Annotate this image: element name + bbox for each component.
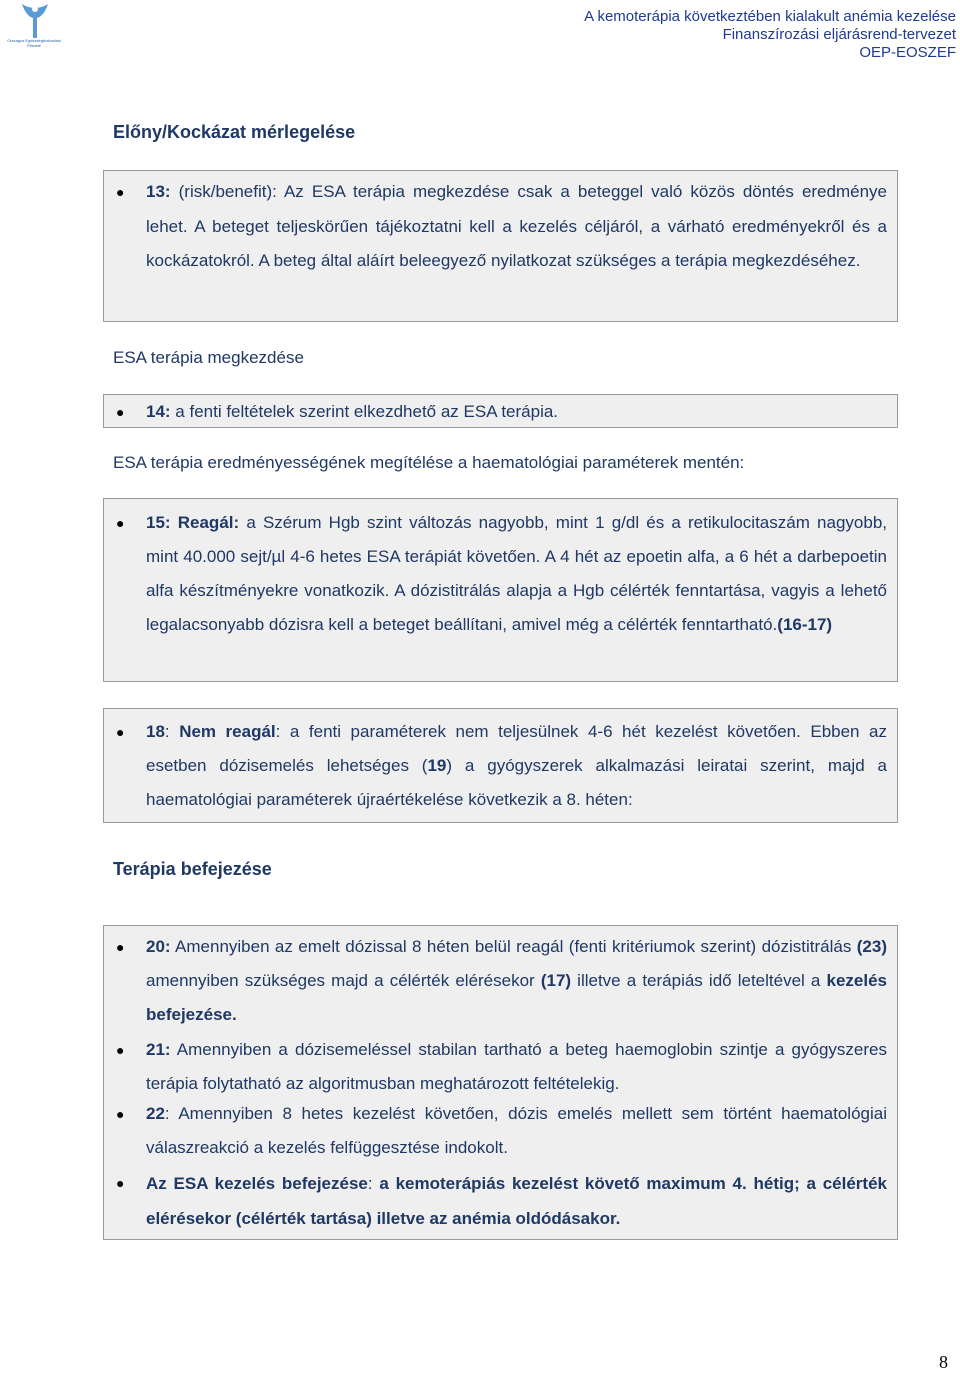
item-number: 22: [146, 1104, 165, 1123]
page-number: 8: [939, 1352, 948, 1372]
bullet-icon: ●: [116, 1175, 125, 1191]
header-line-subtitle: Finanszírozási eljárásrend-tervezet: [722, 26, 956, 43]
box-item-15: [103, 498, 898, 682]
item-text: ) a gyógyszerek alkalmazási leiratai szerint, majd a haematológiai paraméterek újraértékelése következik a 8. héten:: [146, 756, 887, 809]
item-reference: (17): [540, 971, 572, 990]
box-item-14: [103, 394, 898, 428]
list-item-15: [116, 506, 887, 642]
item-text: Amennyiben a dózisemeléssel stabilan tartható a beteg haemoglobin szintje a gyógyszeres terápia folytatható az algoritmusban meghatározott feltételekig.: [146, 1040, 887, 1093]
item-number: 18: [146, 722, 165, 741]
item-separator: :: [164, 722, 180, 741]
item-number: 14:: [146, 402, 171, 421]
item-text: amennyiben szükséges majd a célérték elérésekor: [146, 971, 541, 990]
section-title-risk: Előny/Kockázat mérlegelése: [113, 122, 356, 142]
item-text: illetve a terápiás idő leteltével a: [571, 971, 827, 990]
bullet-icon: ●: [116, 404, 125, 420]
item-reference: (16-17): [777, 615, 833, 634]
bullet-icon: ●: [116, 1042, 125, 1058]
box-item-13: [103, 170, 898, 322]
bullet-icon: ●: [116, 515, 125, 531]
section-title-evaluation: ESA terápia eredményességének megítélése a haematológiai paraméterek mentén:: [113, 453, 745, 472]
box-therapy-end: [103, 925, 898, 1240]
item-text: a Szérum Hgb szint változás nagyobb, mint 1 g/dl és a retikulocitaszám nagyobb, mint 40.000 sejt/µl 4-6 hetes ESA terápiát követően. A 4 hét az epoetin alfa, a 6 hét a darbepoetin alfa készítményekre vonatkozik. A dózistitrálás alapja a Hgb célérték fenntartása, vagyis a lehető legalacsonyabb dózisra kell a beteget beállítani, amivel még a célérték fenntartható.: [146, 513, 887, 634]
item-number: 20:: [146, 937, 171, 956]
list-item-20: [116, 930, 887, 1032]
logo-caption: Országos Egészségbiztosítási Pénztár: [7, 38, 61, 48]
bullet-icon: ●: [116, 724, 125, 740]
item-text: a fenti feltételek szerint elkezdhető az ESA terápia.: [170, 402, 559, 421]
bullet-icon: ●: [116, 1106, 125, 1122]
oep-logo-icon: [4, 2, 66, 42]
item-text: : Amennyiben 8 hetes kezelést követően, dózis emelés mellett sem történt haematológiai válaszreakció a kezelés felfüggesztése indokolt.: [146, 1104, 887, 1157]
list-item-22: [116, 1097, 887, 1165]
item-separator: :: [367, 1174, 380, 1193]
box-item-18: [103, 708, 898, 823]
page-header: [584, 8, 956, 62]
item-emphasis: kezelés befejezése.: [146, 971, 887, 1024]
list-item-21: [116, 1033, 887, 1101]
list-item-18: [116, 715, 887, 817]
bullet-icon: ●: [116, 184, 125, 200]
list-item-13: [116, 175, 887, 279]
item-text: (risk/benefit): Az ESA terápia megkezdése csak a beteggel való közös döntés eredménye lehet. A beteget teljeskörűen tájékoztatni kell a kezelés céljáról, a várható eredményekről és a kockázatokról. A beteg által aláírt beleegyező nyilatkozat szükséges a terápia megkezdéséhez.: [146, 182, 887, 270]
item-label: Reagál:: [170, 513, 240, 532]
item-text: : a fenti paraméterek nem teljesülnek 4-6 hét kezelést követően. Ebben az esetben dózisemelés lehetséges (: [146, 722, 887, 775]
header-line-org: OEP-EOSZEF: [859, 44, 956, 61]
item-number: 13:: [146, 182, 171, 201]
header-line-title: A kemoterápia következtében kialakult anémia kezelése: [584, 8, 956, 25]
list-item-14: [116, 401, 887, 423]
section-title-end: Terápia befejezése: [113, 859, 272, 879]
bullet-icon: ●: [116, 939, 125, 955]
section-title-start: ESA terápia megkezdése: [113, 348, 304, 367]
item-reference: (23): [856, 937, 887, 956]
item-number: 15:: [146, 513, 171, 532]
item-label: Nem reagál: [179, 722, 276, 741]
item-text: Amennyiben az emelt dózissal 8 héten belül reagál (fenti kritériumok szerint) dózistitrálás: [170, 937, 857, 956]
item-number: 21:: [146, 1040, 171, 1059]
item-reference: 19: [427, 756, 447, 775]
item-emphasis: a kemoterápiás kezelést követő maximum 4. hétig; a célérték elérésekor (célérték tartása) illetve az anémia oldódásakor.: [146, 1174, 887, 1228]
item-emphasis: Az ESA kezelés befejezése: [146, 1174, 368, 1193]
list-item-final: [116, 1166, 887, 1236]
